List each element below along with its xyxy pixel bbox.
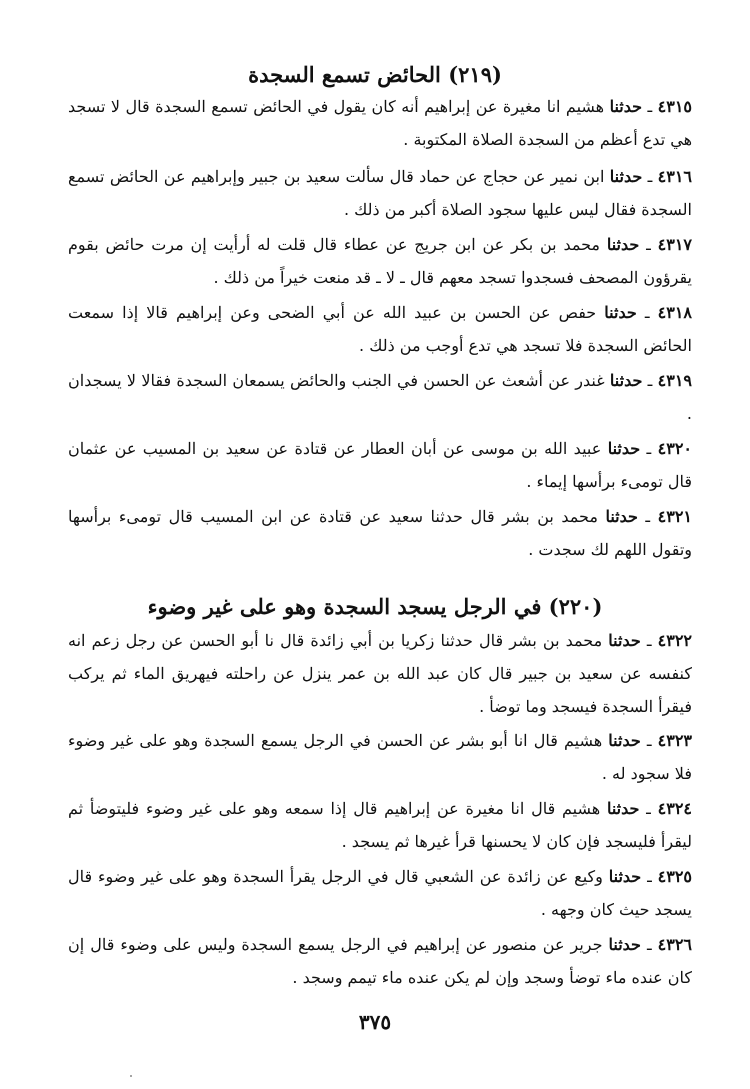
hadith-text: هشيم قال انا أبو بشر عن الحسن في الرجل يسمع السجدة وهو على غير وضوء فلا سجود له . bbox=[68, 731, 692, 783]
hadith-lead: حدثنا bbox=[606, 799, 640, 818]
hadith-lead: حدثنا bbox=[605, 507, 638, 526]
chapter-title: (٢٢٠) في الرجل يسجد السجدة وهو على غير وضوء bbox=[147, 594, 603, 619]
hadith-number: ٤٣١٨ bbox=[657, 303, 693, 322]
hadith-text: هشيم قال انا مغيرة عن إبراهيم قال إذا سمعه وهو على غير وضوء فليتوضأ ثم ليقرأ فليسجد فإن كان لا يحسنها قرأ غيرها ثم يسجد . bbox=[68, 799, 692, 851]
hadith-lead: حدثنا bbox=[608, 935, 641, 954]
hadith-lead: حدثنا bbox=[604, 303, 637, 322]
hadith-lead: حدثنا bbox=[608, 731, 641, 750]
hadith-text: محمد بن بشر قال حدثنا سعيد عن قتادة عن ابن المسيب قال تومىء برأسها وتقول اللهم لك سجدت . bbox=[68, 507, 692, 559]
hadith-entry: ٤٣١٨ ـ حدثنا حفص عن الحسن بن عبيد الله عن أبي الضحى وعن إبراهيم قالا إذا سمعت الحائض السجدة فلا تسجد هي تدع أوجب من ذلك . bbox=[68, 303, 693, 355]
hadith-number: ٤٣٢٦ bbox=[657, 935, 692, 954]
hadith-text: محمد بن بشر قال حدثنا زكريا بن أبي زائدة قال نا أبو الحسن عن رجل زعم انه كنفسه عن سعيد بن جبير قال كان عبد الله بن عمر ينزل عن راحلته فيهريق الماء ثم يركب فيقرأ السجدة فيسجد وما توضأ . bbox=[68, 631, 692, 716]
hadith-text: محمد بن بكر عن ابن جريج عن عطاء قال قلت له أرأيت إن مرت حائض بقوم يقرؤون المصحف فسجدوا تسجد معهم قال ـ لا ـ قد منعت خيراً من ذلك . bbox=[68, 235, 692, 287]
hadith-text: وكيع عن زائدة عن الشعبي قال في الرجل يقرأ السجدة وهو على غير وضوء قال يسجد حيث كان وجهه . bbox=[68, 867, 692, 919]
hadith-number: ٤٣١٩ bbox=[657, 371, 693, 390]
hadith-entry: ٤٣١٥ ـ حدثنا هشيم انا مغيرة عن إبراهيم أنه كان يقول في الحائض تسمع السجدة قال لا تسجد هي تدع أعظم من السجدة الصلاة المكتوبة . bbox=[68, 97, 693, 149]
hadith-lead: حدثنا bbox=[609, 167, 643, 186]
hadith-entry: ٤٣٢٤ ـ حدثنا هشيم قال انا مغيرة عن إبراهيم قال إذا سمعه وهو على غير وضوء فليتوضأ ثم ليقرأ فليسجد فإن كان لا يحسنها قرأ غيرها ثم يسجد . bbox=[68, 799, 693, 851]
hadith-entry: ٤٣١٦ ـ حدثنا ابن نمير عن حجاج عن حماد قال سألت سعيد بن جبير وإبراهيم عن الحائض تسمع السجدة فقال ليس عليها سجود الصلاة أكبر من ذلك . bbox=[68, 167, 693, 219]
hadith-lead: حدثنا bbox=[608, 631, 641, 650]
hadith-text: غندر عن أشعث عن الحسن في الجنب والحائض يسمعان السجدة فقالا لا يسجدان . bbox=[68, 371, 692, 423]
hadith-entry: ٤٣١٧ ـ حدثنا محمد بن بكر عن ابن جريج عن عطاء قال قلت له أرأيت إن مرت حائض بقوم يقرؤون المصحف فسجدوا تسجد معهم قال ـ لا ـ قد منعت خيراً من ذلك . bbox=[68, 235, 693, 287]
hadith-number: ٤٣١٦ bbox=[657, 167, 693, 186]
scan-speck bbox=[130, 1075, 132, 1077]
hadith-text: ابن نمير عن حجاج عن حماد قال سألت سعيد بن جبير وإبراهيم عن الحائض تسمع السجدة فقال ليس عليها سجود الصلاة أكبر من ذلك . bbox=[68, 167, 692, 219]
hadith-entry: ٤٣٢٦ ـ حدثنا جرير عن منصور عن إبراهيم في الرجل يسمع السجدة وليس على وضوء قال إن كان عنده ماء توضأ وسجد وإن لم يكن عنده ماء تيمم وسجد . bbox=[68, 935, 692, 987]
hadith-lead: حدثنا bbox=[609, 97, 643, 116]
hadith-entry: ٤٣٢١ ـ حدثنا محمد بن بشر قال حدثنا سعيد عن قتادة عن ابن المسيب قال تومىء برأسها وتقول اللهم لك سجدت . bbox=[68, 507, 693, 559]
hadith-number: ٤٣٢٢ bbox=[657, 631, 692, 650]
hadith-number: ٤٣٢٠ bbox=[657, 439, 693, 458]
hadith-text: جرير عن منصور عن إبراهيم في الرجل يسمع السجدة وليس على وضوء قال إن كان عنده ماء توضأ وسجد وإن لم يكن عنده ماء تيمم وسجد . bbox=[68, 935, 692, 987]
hadith-lead: حدثنا bbox=[608, 867, 642, 886]
hadith-number: ٤٣٢١ bbox=[657, 507, 693, 526]
hadith-text: حفص عن الحسن بن عبيد الله عن أبي الضحى وعن إبراهيم قالا إذا سمعت الحائض السجدة فلا تسجد هي تدع أوجب من ذلك . bbox=[68, 303, 692, 355]
hadith-entry: ٤٣٢٣ ـ حدثنا هشيم قال انا أبو بشر عن الحسن في الرجل يسمع السجدة وهو على غير وضوء فلا سجود له . bbox=[68, 731, 693, 783]
hadith-entry: ٤٣٢٥ ـ حدثنا وكيع عن زائدة عن الشعبي قال في الرجل يقرأ السجدة وهو على غير وضوء قال يسجد حيث كان وجهه . bbox=[68, 867, 693, 919]
hadith-lead: حدثنا bbox=[606, 235, 640, 254]
hadith-number: ٤٣١٥ bbox=[657, 97, 693, 116]
hadith-number: ٤٣٢٣ bbox=[657, 731, 693, 750]
hadith-number: ٤٣٢٥ bbox=[657, 867, 693, 886]
hadith-entry: ٤٣١٩ ـ حدثنا غندر عن أشعث عن الحسن في الجنب والحائض يسمعان السجدة فقالا لا يسجدان . bbox=[68, 371, 693, 423]
hadith-entry: ٤٣٢٠ ـ حدثنا عبيد الله بن موسى عن أبان العطار عن قتادة عن سعيد بن المسيب عن عثمان قال تومىء برأسها إيماء . bbox=[68, 439, 693, 491]
page-number: ٣٧٥ bbox=[358, 1010, 392, 1034]
hadith-text: عبيد الله بن موسى عن أبان العطار عن قتادة عن سعيد بن المسيب عن عثمان قال تومىء برأسها إيماء . bbox=[68, 439, 692, 491]
hadith-number: ٤٣١٧ bbox=[657, 235, 693, 254]
hadith-entry: ٤٣٢٢ ـ حدثنا محمد بن بشر قال حدثنا زكريا بن أبي زائدة قال نا أبو الحسن عن رجل زعم انه كنفسه عن سعيد بن جبير قال كان عبد الله بن عمر ينزل عن راحلته فيهريق الماء ثم يركب فيقرأ السجدة فيسجد وما توضأ . bbox=[68, 631, 692, 716]
hadith-text: هشيم انا مغيرة عن إبراهيم أنه كان يقول في الحائض تسمع السجدة قال لا تسجد هي تدع أعظم من السجدة الصلاة المكتوبة . bbox=[68, 97, 692, 149]
hadith-lead: حدثنا bbox=[609, 371, 643, 390]
hadith-lead: حدثنا bbox=[607, 439, 641, 458]
chapter-title: (٢١٩) الحائض تسمع السجدة bbox=[248, 62, 502, 87]
hadith-number: ٤٣٢٤ bbox=[657, 799, 693, 818]
